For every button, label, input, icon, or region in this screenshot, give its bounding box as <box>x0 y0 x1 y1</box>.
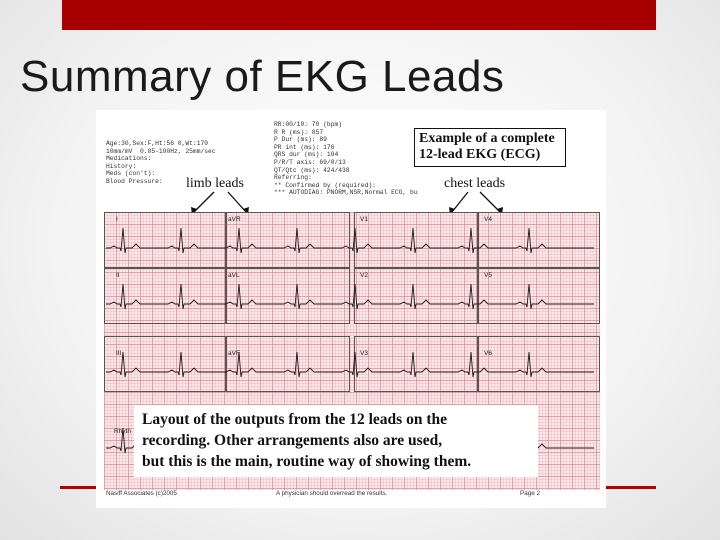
lead-label-v6: V6 <box>484 350 492 357</box>
footer-copyright: Nasiff Associates (c)2005 <box>106 490 177 497</box>
ecg-measurements: RR:00/10: 70 (bpm) R R (ms): 857 P Dur (ms): 89 PR int (ms): 176 QRS dur (ms): 104 P/R/T axis: 69/0/13 QT/Qtc (ms): 424/438 Referring: ** Confirmed by (required): *** AUTODIAG: PNORM,NSR,Normal ECG, bu <box>274 121 418 197</box>
footer-disclaimer: A physician should overread the results. <box>276 490 388 497</box>
lead-label-v1: V1 <box>360 216 368 223</box>
accent-rule-right <box>606 486 656 489</box>
ecg-trace-row1 <box>106 228 594 253</box>
example-callout-line1: Example of a complete <box>419 131 555 146</box>
figure-caption <box>134 405 538 477</box>
header-accent-bar <box>62 0 656 30</box>
accent-rule-left <box>60 486 96 489</box>
lead-label-avr: aVR <box>228 216 241 223</box>
example-callout-line2: 12-lead EKG (ECG) <box>419 147 541 162</box>
callout-arrows <box>96 110 606 220</box>
caption-line-2: recording. Other arrangements also are used, <box>142 432 443 449</box>
caption-line-3: but this is the main, routine way of showing them. <box>142 453 472 470</box>
lead-label-ii: II <box>116 272 120 279</box>
ecg-trace-row2 <box>106 284 594 309</box>
lead-label-v3: V3 <box>360 350 368 357</box>
lead-label-v5: V5 <box>484 272 492 279</box>
ekg-figure <box>96 110 606 508</box>
limb-leads-label: limb leads <box>186 176 244 191</box>
lead-label-v4: V4 <box>484 216 492 223</box>
patient-info: Age:30,Sex:F,Ht:56 0,Wt:170 10mm/mV 0.05-100Hz, 25mm/sec Medications: History: Meds (con't): Blood Pressure: <box>106 140 216 185</box>
lead-label-avf: aVF <box>228 350 240 357</box>
lead-label-rhythm: Rhyth <box>114 428 131 435</box>
slide-title: Summary of EKG Leads <box>20 52 505 101</box>
ecg-trace-row3 <box>106 352 594 377</box>
lead-label-v2: V2 <box>360 272 368 279</box>
footer-page-number: Page 2 <box>520 490 540 497</box>
chest-leads-label: chest leads <box>444 176 506 191</box>
lead-label-iii: III <box>116 350 122 357</box>
lead-label-avl: aVL <box>228 272 240 279</box>
caption-line-1: Layout of the outputs from the 12 leads on the <box>142 411 447 428</box>
lead-label-i: I <box>116 216 118 223</box>
